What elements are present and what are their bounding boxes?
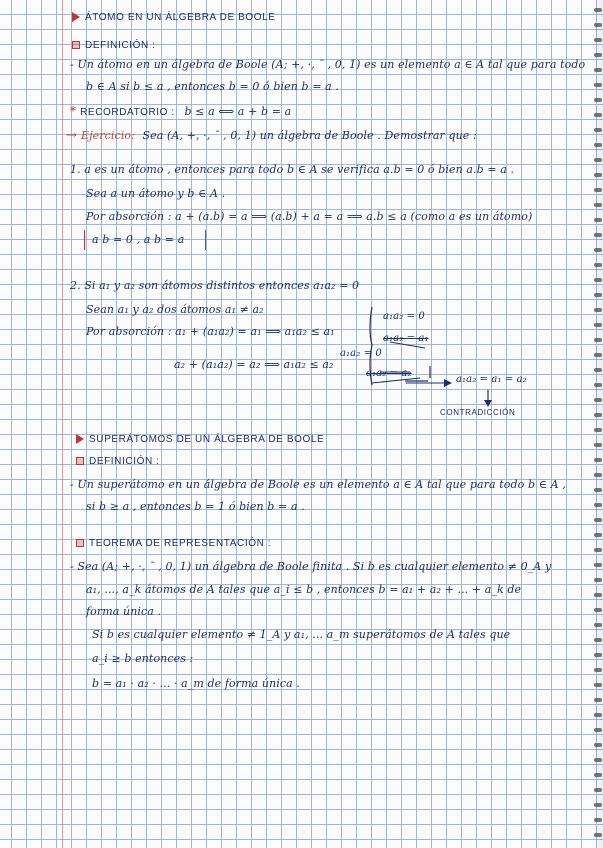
section-title-atom: ÁTOMO EN UN ÁLGEBRA DE BOOLE xyxy=(72,12,276,23)
arrow-right-icon: → xyxy=(66,128,77,143)
case-c: a₁a₂ = 0 xyxy=(340,348,382,359)
conclusion: a₁a₂ = a₁ = a₂ xyxy=(456,374,527,385)
theorem-line-2: a₁, ..., a_k átomos de A tales que a_i ≤ b , entonces b = a₁ + a₂ + ... + a_k de xyxy=(86,583,522,596)
theorem-line-1: - Sea (A; +, ·, ¯ , 0, 1) un álgebra de Boole finita . Si b es cualquier elemento ≠ 0_A y xyxy=(70,560,552,573)
square-bullet-icon xyxy=(76,539,84,547)
item1-line-3: Por absorción : a + (a.b) = a ⟹ (a.b) + a = a ⟹ a.b ≤ a (como a es un átomo) xyxy=(86,210,533,223)
reminder-formula: b ≤ a ⟺ a + b = a xyxy=(184,105,292,118)
exercise-text: Sea (A, +, ·, ¯ , 0, 1) un álgebra de Boole . Demostrar que : xyxy=(142,129,477,142)
definition-heading: DEFINICIÓN : xyxy=(72,40,156,51)
triangle-bullet-icon xyxy=(76,434,84,444)
case-b: a₁a₂ = a₁ xyxy=(383,333,429,344)
definition2-line-2: si b ≥ a , entonces b = 1 ó bien b = a . xyxy=(86,500,305,513)
item1-statement: 1. a es un átomo , entonces para todo b ∈ A se verifica a.b = 0 ó bien a.b = a . xyxy=(70,163,515,176)
reminder: * RECORDATORIO : b ≤ a ⟺ a + b = a xyxy=(70,104,292,118)
definition-line-2: b ∈ A si b ≤ a , entonces b = 0 ó bien b = a . xyxy=(86,80,340,93)
case-d: a₁a₂ = a₂ xyxy=(366,368,412,379)
exercise-label: Ejercicio: xyxy=(81,129,135,142)
item2-line-4: a₂ + (a₁a₂) = a₂ ⟹ a₁a₂ ≤ a₂ xyxy=(174,358,334,371)
square-bullet-icon xyxy=(76,457,84,465)
item1-result: a b = 0 , a b = a xyxy=(92,233,185,246)
item1-line-2: Sea a un átomo y b ∈ A . xyxy=(86,187,226,200)
theorem-line-3: forma única . xyxy=(86,605,162,618)
contradiction-label: CONTRADICCIÓN xyxy=(440,408,516,417)
theorem-line-4: Si b es cualquier elemento ≠ 1_A y a₁, ... a_m superátomos de A tales que xyxy=(92,628,511,641)
asterisk-icon: * xyxy=(70,104,77,118)
case-a: a₁a₂ = 0 xyxy=(383,311,425,322)
theorem-line-5: a_i ≥ b entonces : xyxy=(92,652,194,665)
item2-line-2: Sean a₁ y a₂ dos átomos a₁ ≠ a₂ xyxy=(86,303,264,316)
definition-heading-2: DEFINICIÓN : xyxy=(76,456,160,467)
definition2-line-1: - Un superátomo en un álgebra de Boole es un elemento a ∈ A tal que para todo b ∈ A , xyxy=(70,478,566,491)
item2-statement: 2. Si a₁ y a₂ son átomos distintos entonces a₁a₂ = 0 xyxy=(70,279,360,292)
item2-line-3: Por absorción : a₁ + (a₁a₂) = a₁ ⟹ a₁a₂ ≤ a₁ xyxy=(86,325,335,338)
definition-line-1: - Un átomo en un álgebra de Boole (A; +, ·, ¯ , 0, 1) es un elemento a ∈ A tal que para todo xyxy=(70,58,586,71)
theorem-heading: TEOREMA DE REPRESENTACIÓN : xyxy=(76,538,271,549)
theorem-line-6: b = a₁ · a₂ · ... · a_m de forma única . xyxy=(92,677,301,690)
section-title-superatom: SUPERÁTOMOS DE UN ÁLGEBRA DE BOOLE xyxy=(76,434,324,445)
